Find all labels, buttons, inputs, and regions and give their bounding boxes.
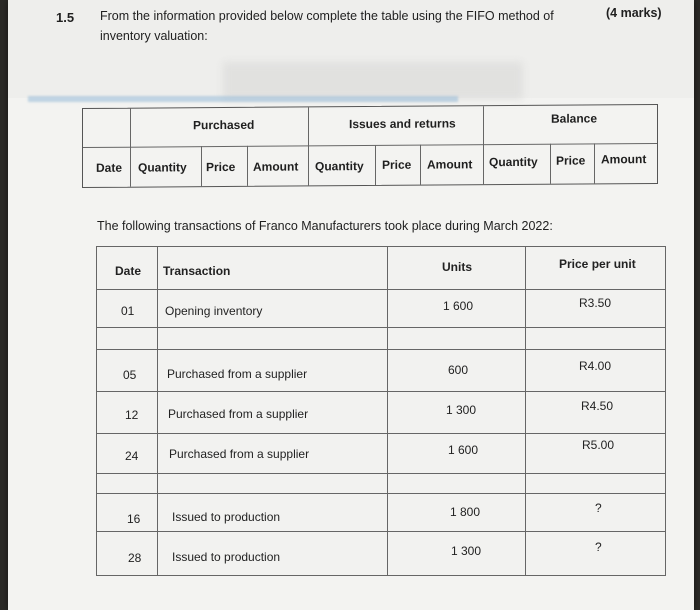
tx-row-date: 16 [127, 512, 141, 526]
fifo-col-divider [130, 109, 131, 187]
col-header-balance-amount: Amount [601, 152, 647, 167]
group-header-purchased: Purchased [193, 117, 255, 133]
fifo-answer-table [82, 104, 658, 188]
tx-row-divider [97, 391, 665, 392]
tx-row-transaction: Issued to production [172, 550, 281, 564]
tx-row-units: 1 800 [450, 505, 481, 519]
tx-header-transaction: Transaction [163, 264, 231, 278]
tx-row-units: 1 600 [443, 299, 474, 313]
tx-col-divider [387, 247, 388, 575]
tx-row-units: 600 [448, 363, 469, 377]
tx-row-transaction: Purchased from a supplier [168, 407, 309, 421]
fifo-col-divider [420, 145, 421, 185]
tx-row-transaction: Opening inventory [165, 304, 263, 318]
tx-row-divider [97, 349, 665, 350]
transactions-table [96, 246, 666, 576]
paper-edge-shadow [28, 96, 458, 102]
tx-row-price: R4.00 [579, 359, 612, 373]
col-header-purchased-price: Price [206, 159, 236, 175]
tx-row-date: 01 [121, 304, 135, 318]
tx-row-price: ? [595, 501, 602, 515]
col-header-purchased-amount: Amount [253, 159, 299, 174]
fifo-col-divider [375, 145, 376, 185]
tx-row-date: 24 [125, 449, 139, 463]
tx-row-price: R3.50 [579, 296, 612, 310]
col-header-purchased-quantity: Quantity [138, 160, 187, 175]
tx-row-price: ? [595, 540, 602, 554]
fifo-row-divider [83, 143, 657, 148]
tx-row-divider [97, 531, 665, 532]
tx-col-divider [525, 247, 526, 575]
tx-header-units: Units [442, 260, 472, 274]
fifo-col-divider [201, 146, 202, 186]
tx-row-date: 28 [128, 551, 142, 565]
tx-row-transaction: Purchased from a supplier [167, 367, 308, 381]
col-header-issues-amount: Amount [427, 157, 473, 172]
tx-row-divider [97, 289, 665, 290]
question-marks: (4 marks) [606, 6, 662, 20]
tx-row-date: 05 [123, 368, 137, 382]
tx-row-units: 1 600 [448, 443, 479, 457]
tx-row-divider [97, 433, 665, 434]
tx-row-divider [97, 493, 665, 494]
question-text: From the information provided below complete the table using the FIFO method of inventory valuation: [100, 9, 554, 43]
fifo-col-divider [483, 106, 484, 184]
tx-row-divider [97, 473, 665, 474]
fifo-col-divider [247, 146, 248, 186]
tx-row-transaction: Issued to production [172, 510, 281, 524]
col-header-balance-quantity: Quantity [489, 154, 538, 170]
col-header-issues-price: Price [382, 157, 412, 172]
fifo-col-divider [550, 144, 551, 184]
col-header-date: Date [96, 160, 123, 175]
fifo-col-divider [308, 107, 309, 185]
tx-row-date: 12 [125, 408, 139, 422]
tx-row-price: R4.50 [581, 399, 614, 413]
tx-row-price: R5.00 [582, 438, 615, 452]
tx-col-divider [157, 247, 158, 575]
tx-row-transaction: Purchased from a supplier [169, 447, 310, 461]
col-header-balance-price: Price [556, 153, 586, 168]
transactions-intro: The following transactions of Franco Manufacturers took place during March 2022: [97, 219, 553, 233]
group-header-issues: Issues and returns [349, 116, 456, 132]
question-number: 1.5 [56, 10, 75, 25]
tx-row-divider [97, 327, 665, 328]
paper-smudge [223, 62, 523, 100]
col-header-issues-quantity: Quantity [315, 159, 364, 174]
fifo-col-divider [594, 143, 595, 183]
group-header-balance: Balance [551, 111, 598, 126]
tx-header-price: Price per unit [559, 257, 636, 271]
tx-row-units: 1 300 [451, 544, 482, 558]
tx-header-date: Date [115, 264, 142, 278]
tx-row-units: 1 300 [446, 403, 477, 417]
